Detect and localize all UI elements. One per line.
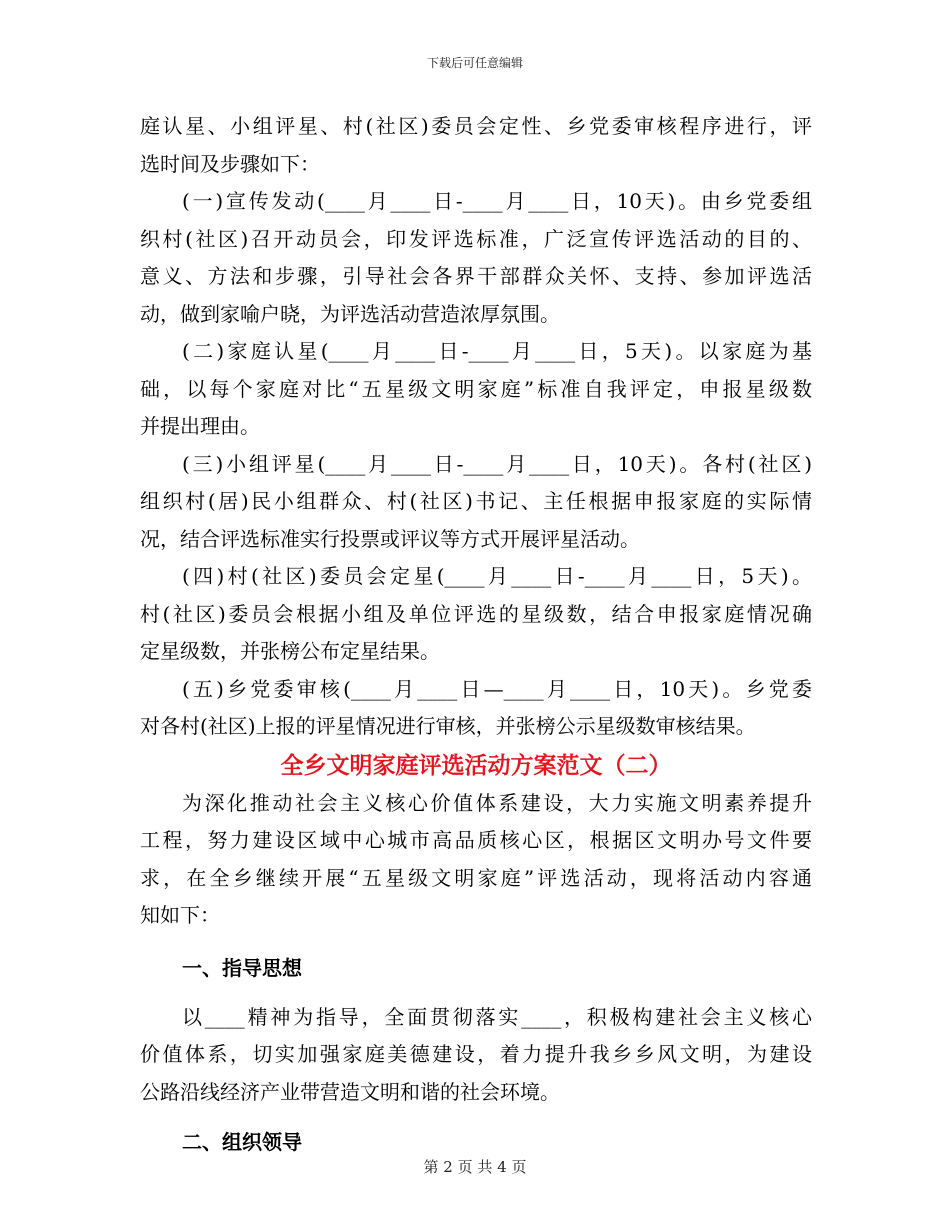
step-2-line: 础，以每个家庭对比“五星级文明家庭”标准自我评定，申报星级数: [140, 376, 812, 401]
guide-line: 价值体系，切实加强家庭美德建设，着力提升我乡乡风文明，为建设: [140, 1042, 812, 1066]
step-4-line: 村(社区)委员会根据小组及单位评选的星级数，结合申报家庭情况确: [140, 601, 812, 626]
step-2-line: 并提出理由。: [140, 414, 260, 438]
guide-line: 以____精神为指导，全面贯彻落实____，积极构建社会主义核心: [182, 1004, 812, 1029]
heading-organization: 二、组织领导: [182, 1130, 302, 1154]
step-1-line: 织村(社区)召开动员会，印发评选标准，广泛宣传评选活动的目的、: [140, 226, 812, 251]
step-2-line: (二)家庭认星(____月____日-____月____日，5天)。以家庭为基: [182, 339, 812, 363]
step-3-line: 组织村(居)民小组群众、村(社区)书记、主任根据申报家庭的实际情: [140, 489, 812, 513]
intro-line: 知如下：: [140, 903, 220, 927]
step-1-line: 意义、方法和步骤，引导社会各界干部群众关怀、支持、参加评选活: [140, 264, 812, 288]
intro-line: 为深化推动社会主义核心价值体系建设，大力实施文明素养提升: [182, 790, 812, 815]
guide-line: 公路沿线经济产业带营造文明和谐的社会环境。: [140, 1079, 560, 1104]
step-4-line: 定星级数，并张榜公布定星结果。: [140, 639, 440, 663]
step-5-line: 对各村(社区)上报的评星情况进行审核，并张榜公示星级数审核结果。: [140, 714, 756, 738]
page-header: 下载后可任意编辑: [426, 56, 523, 70]
text-line: 选时间及步骤如下：: [140, 151, 320, 176]
step-5-line: (五)乡党委审核(____月____日—____月____日，10天)。乡党委: [182, 676, 812, 701]
step-4-line: (四)村(社区)委员会定星(____月____日-____月____日，5天)。: [182, 564, 812, 588]
step-3-line: 况，结合评选标准实行投票或评议等方式开展评星活动。: [140, 526, 640, 551]
intro-line: 工程，努力建设区域中心城市高品质核心区，根据区文明办号文件要: [140, 828, 812, 852]
intro-line: 求，在全乡继续开展“五星级文明家庭”评选活动，现将活动内容通: [140, 865, 812, 890]
heading-guiding-thought: 一、指导思想: [182, 955, 302, 980]
step-1-line: 动，做到家喻户晓，为评选活动营造浓厚氛围。: [140, 301, 560, 326]
page-footer: 第 2 页 共 4 页: [423, 1158, 527, 1176]
text-line: 庭认星、小组评星、村(社区)委员会定性、乡党委审核程序进行，评: [140, 114, 812, 138]
step-1-line: (一)宣传发动(____月____日-____月____日，10天)。由乡党委组: [182, 189, 812, 213]
step-3-line: (三)小组评星(____月____日-____月____日，10天)。各村(社区): [182, 451, 812, 476]
section-title: 全乡文明家庭评选活动方案范文（二）: [280, 751, 672, 779]
document-body: [140, 108, 812, 1173]
